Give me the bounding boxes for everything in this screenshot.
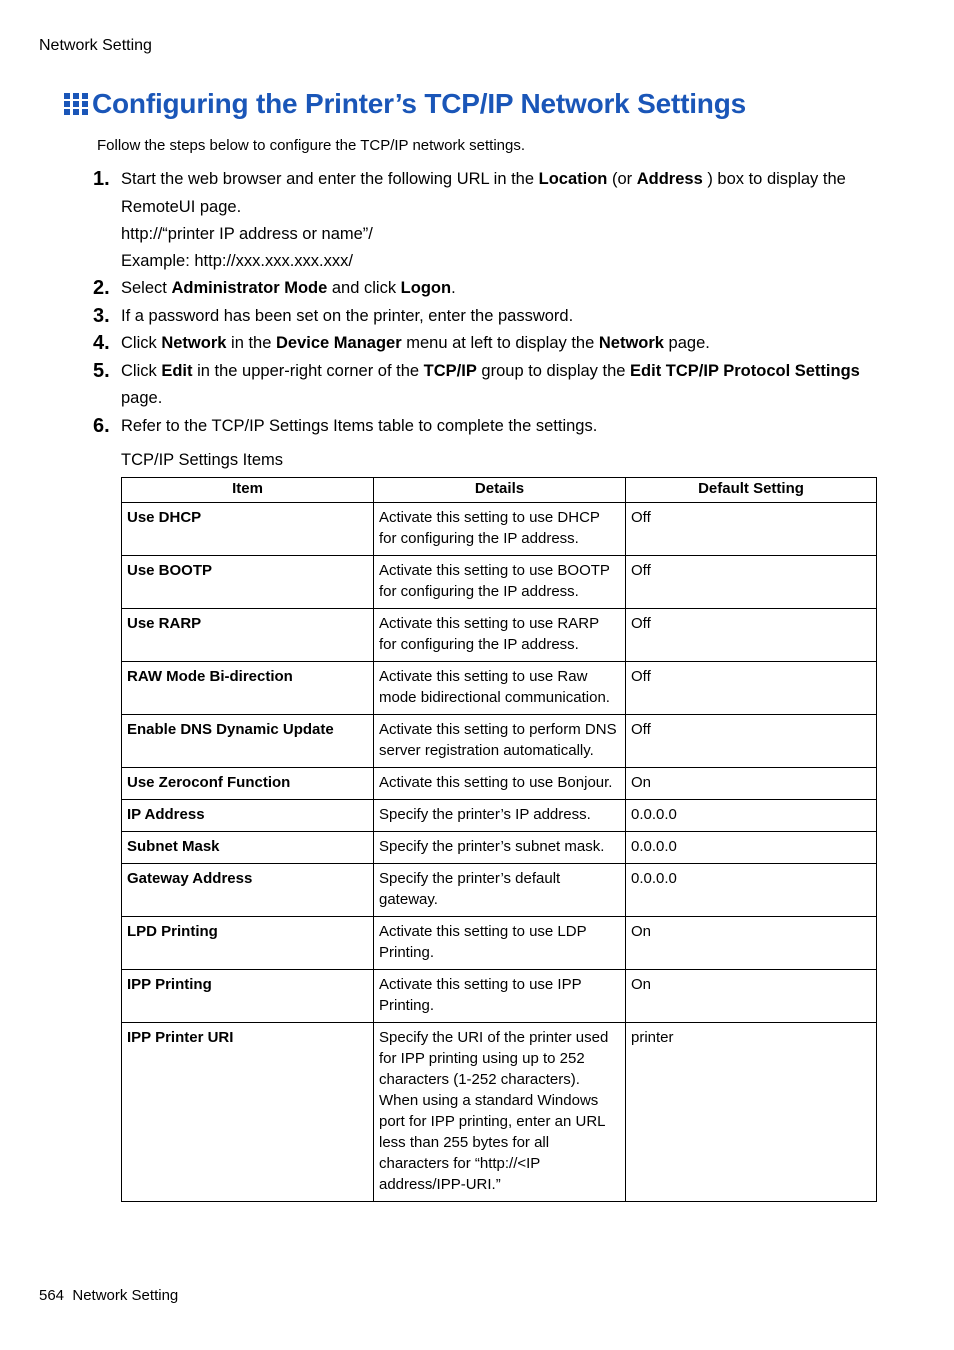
item-cell: Gateway Address bbox=[122, 864, 374, 917]
details-cell: Specify the printer’s IP address. bbox=[374, 800, 626, 832]
footer-section: Network Setting bbox=[72, 1287, 179, 1304]
item-cell: RAW Mode Bi-direction bbox=[122, 662, 374, 715]
table-caption: TCP/IP Settings Items bbox=[121, 451, 284, 469]
default-cell: printer bbox=[626, 1023, 877, 1202]
grid-icon bbox=[64, 92, 88, 116]
title-row bbox=[64, 88, 746, 120]
ui-term: Edit bbox=[161, 361, 193, 380]
table-row bbox=[122, 1023, 877, 1202]
step-text-segment: Click bbox=[121, 361, 162, 380]
step-text-segment: in the bbox=[226, 334, 276, 352]
column-header-details: Details bbox=[374, 478, 626, 503]
details-cell: Activate this setting to use IPP Printing. bbox=[374, 970, 626, 1023]
table-row bbox=[122, 662, 877, 715]
step-text-segment: Select bbox=[121, 279, 172, 297]
step-text-segment: Start the web browser and enter the following URL in the bbox=[121, 170, 539, 188]
table-row bbox=[122, 832, 877, 864]
page-title: Configuring the Printer’s TCP/IP Network Settings bbox=[92, 88, 746, 119]
default-cell: 0.0.0.0 bbox=[626, 864, 877, 917]
step-text-segment: (or bbox=[607, 170, 637, 188]
details-cell: Activate this setting to use BOOTP for configuring the IP address. bbox=[374, 556, 626, 609]
item-cell: LPD Printing bbox=[122, 917, 374, 970]
step-text-segment: page. bbox=[121, 389, 163, 407]
item-cell: Subnet Mask bbox=[122, 832, 374, 864]
ui-term: Edit TCP/IP Protocol Settings bbox=[630, 361, 860, 380]
table-row bbox=[122, 715, 877, 768]
details-cell: Activate this setting to use DHCP for configuring the IP address. bbox=[374, 503, 626, 556]
item-cell: IPP Printer URI bbox=[122, 1023, 374, 1202]
url-line: http://“printer IP address or name”/ bbox=[121, 225, 373, 243]
table-header-row bbox=[122, 478, 877, 503]
item-cell: IPP Printing bbox=[122, 970, 374, 1023]
default-cell: 0.0.0.0 bbox=[626, 800, 877, 832]
details-cell: Activate this setting to use Bonjour. bbox=[374, 768, 626, 800]
step-text-segment: ) box to display the RemoteUI page. bbox=[121, 170, 846, 216]
item-cell: Use RARP bbox=[122, 609, 374, 662]
step-text-segment: and click bbox=[327, 279, 401, 297]
ui-term: Address bbox=[636, 170, 703, 188]
step-text bbox=[121, 330, 883, 358]
default-cell: On bbox=[626, 768, 877, 800]
step-text-segment: . bbox=[451, 279, 456, 297]
ui-term: Logon bbox=[400, 279, 452, 297]
default-cell: Off bbox=[626, 715, 877, 768]
ui-term: Administrator Mode bbox=[171, 279, 328, 297]
step-item bbox=[93, 413, 883, 441]
step-number: 5. bbox=[93, 359, 110, 382]
item-cell: IP Address bbox=[122, 800, 374, 832]
default-cell: Off bbox=[626, 503, 877, 556]
step-number: 3. bbox=[93, 304, 110, 327]
details-cell: Specify the URI of the printer used for IPP printing using up to 252 characters (1-252 characters). When using a standard Windows port for IPP printing, enter an URL less than 255 bytes for all characters for “http://<IP address/IPP-URI.” bbox=[374, 1023, 626, 1202]
column-header-item: Item bbox=[122, 478, 374, 503]
step-item bbox=[93, 358, 883, 413]
details-cell: Activate this setting to perform DNS server registration automatically. bbox=[374, 715, 626, 768]
details-cell: Specify the printer’s default gateway. bbox=[374, 864, 626, 917]
step-item bbox=[93, 330, 883, 358]
step-text-segment: page. bbox=[663, 334, 710, 352]
table-row bbox=[122, 970, 877, 1023]
ui-term: Device Manager bbox=[276, 334, 402, 352]
details-cell: Activate this setting to use RARP for configuring the IP address. bbox=[374, 609, 626, 662]
step-text bbox=[121, 358, 883, 413]
ui-term: Network bbox=[161, 334, 227, 352]
table-row bbox=[122, 768, 877, 800]
step-item bbox=[93, 303, 883, 331]
step-item bbox=[93, 275, 883, 303]
default-cell: On bbox=[626, 917, 877, 970]
step-text-segment: in the upper-right corner of the bbox=[192, 361, 424, 380]
step-item bbox=[93, 166, 883, 221]
step-text-segment: group to display the bbox=[476, 361, 631, 380]
default-cell: Off bbox=[626, 556, 877, 609]
intro-text: Follow the steps below to configure the TCP/IP network settings. bbox=[97, 137, 525, 154]
details-cell: Activate this setting to use Raw mode bidirectional communication. bbox=[374, 662, 626, 715]
settings-table bbox=[121, 477, 877, 1202]
item-cell: Use BOOTP bbox=[122, 556, 374, 609]
item-cell: Use Zeroconf Function bbox=[122, 768, 374, 800]
details-cell: Specify the printer’s subnet mask. bbox=[374, 832, 626, 864]
table-row bbox=[122, 503, 877, 556]
step-text bbox=[121, 413, 883, 441]
ui-term: TCP/IP bbox=[423, 361, 477, 380]
step-text bbox=[121, 303, 883, 331]
default-cell: 0.0.0.0 bbox=[626, 832, 877, 864]
table-row bbox=[122, 800, 877, 832]
default-cell: On bbox=[626, 970, 877, 1023]
default-cell: Off bbox=[626, 662, 877, 715]
step-number: 2. bbox=[93, 277, 110, 299]
table-row bbox=[122, 609, 877, 662]
default-cell: Off bbox=[626, 609, 877, 662]
step-number: 1. bbox=[93, 168, 110, 190]
step-number: 4. bbox=[93, 332, 110, 354]
step-text-segment: If a password has been set on the printer, enter the password. bbox=[121, 306, 574, 325]
item-cell: Enable DNS Dynamic Update bbox=[122, 715, 374, 768]
step-text bbox=[121, 166, 883, 221]
ui-term: Location bbox=[538, 170, 608, 188]
table-row bbox=[122, 917, 877, 970]
url-line: Example: http://xxx.xxx.xxx.xxx/ bbox=[121, 252, 353, 270]
ui-term: Network bbox=[598, 334, 664, 352]
step-text-segment: Click bbox=[121, 334, 162, 352]
table-row bbox=[122, 556, 877, 609]
step-text-segment: menu at left to display the bbox=[401, 334, 599, 352]
column-header-default: Default Setting bbox=[626, 478, 877, 503]
table-row bbox=[122, 864, 877, 917]
page-footer bbox=[39, 1287, 178, 1304]
step-number: 6. bbox=[93, 414, 110, 437]
page-number: 564 bbox=[39, 1287, 65, 1304]
step-text bbox=[121, 275, 883, 303]
running-header: Network Setting bbox=[39, 37, 152, 54]
steps-list bbox=[93, 166, 883, 440]
step-text-segment: Refer to the TCP/IP Settings Items table to complete the settings. bbox=[121, 416, 598, 435]
details-cell: Activate this setting to use LDP Printing. bbox=[374, 917, 626, 970]
item-cell: Use DHCP bbox=[122, 503, 374, 556]
